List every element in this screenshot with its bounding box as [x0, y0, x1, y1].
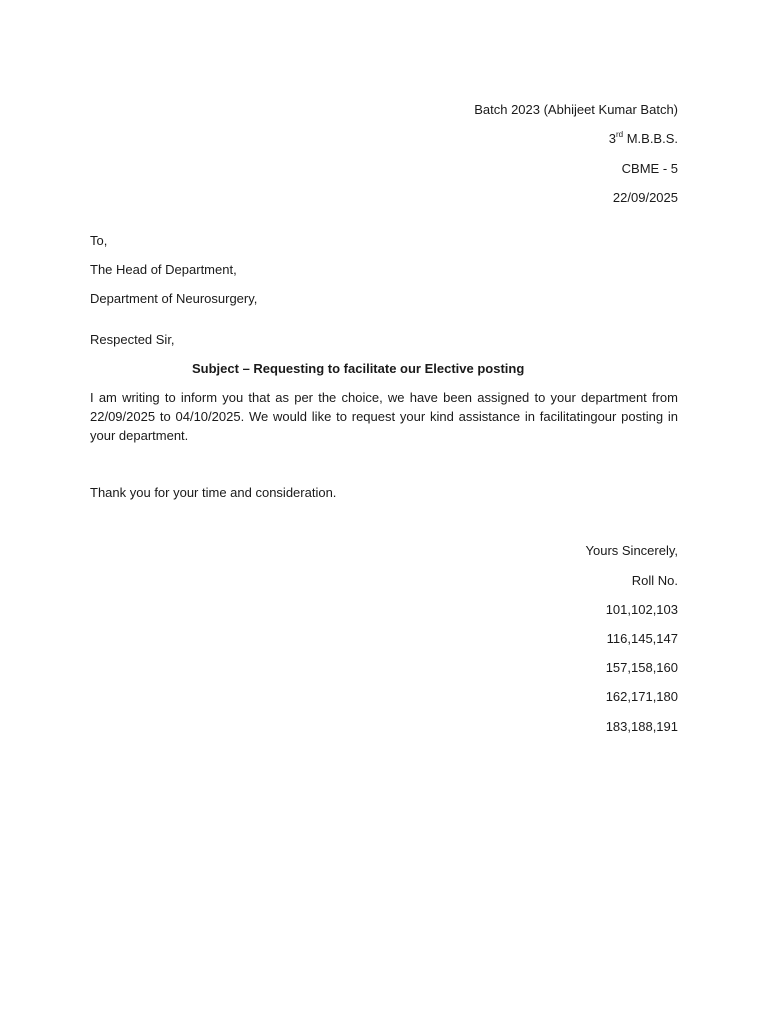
year-number: 3: [608, 131, 616, 146]
roll-numbers-row: 116,145,147: [606, 631, 678, 646]
roll-label: Roll No.: [631, 573, 678, 588]
subject-line: Subject – Requesting to facilitate our Elective posting: [192, 361, 525, 376]
roll-numbers-row: 183,188,191: [605, 719, 678, 734]
cbme-line: CBME - 5: [621, 161, 678, 176]
body-paragraph: I am writing to inform you that as per the choice, we have been assigned to your department from 22/09/2025 to 04/10/2025. We would like to request your kind assistance in facilitatingour posting in your department.: [90, 390, 678, 443]
to-line: To,: [90, 233, 108, 248]
recipient-department: Department of Neurosurgery,: [90, 291, 258, 306]
roll-numbers-row: 101,102,103: [605, 602, 678, 617]
year-line: [609, 131, 678, 147]
letter-date: 22/09/2025: [612, 190, 678, 205]
sign-off: Yours Sincerely,: [585, 543, 678, 558]
thanks-line: Thank you for your time and consideration.: [90, 485, 337, 500]
roll-numbers-row: 157,158,160: [605, 660, 678, 675]
recipient-title: The Head of Department,: [90, 262, 237, 277]
year-suffix: rd: [615, 129, 624, 139]
salutation: Respected Sir,: [90, 332, 175, 347]
year-rest: M.B.B.S.: [623, 131, 678, 146]
batch-line: Batch 2023 (Abhijeet Kumar Batch): [474, 102, 678, 117]
roll-numbers-row: 162,171,180: [605, 689, 678, 704]
